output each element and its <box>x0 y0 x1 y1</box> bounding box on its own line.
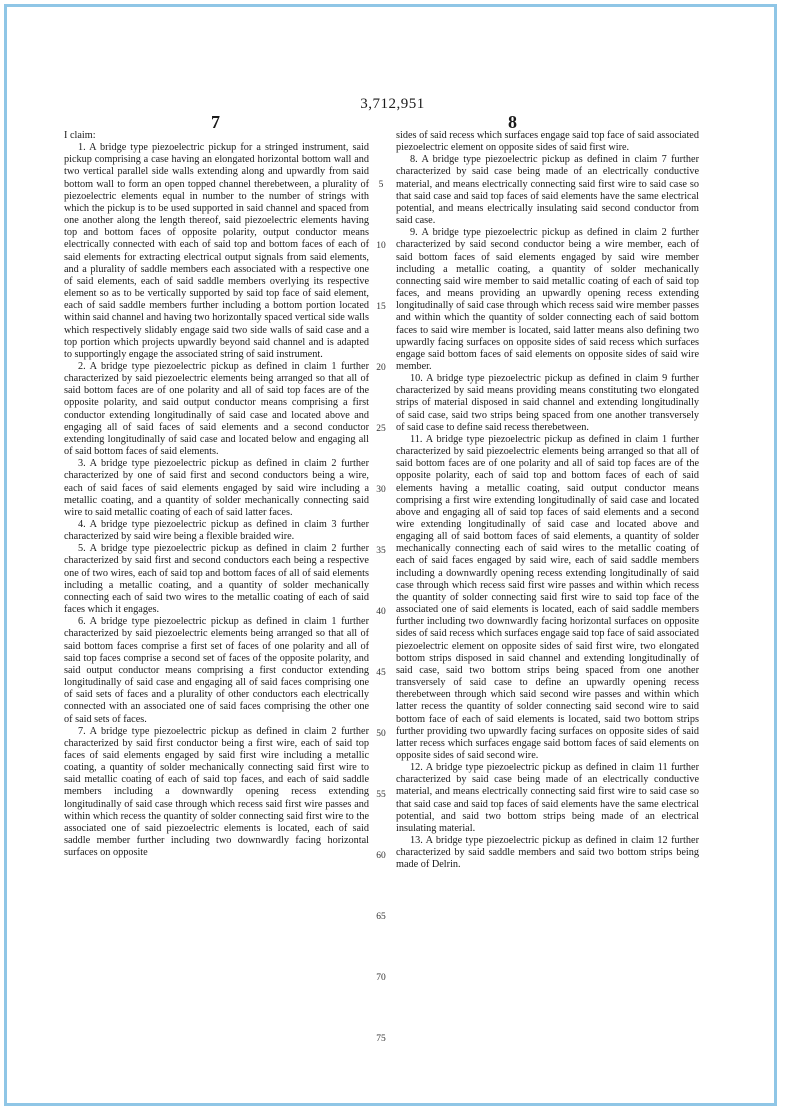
claim-7-continuation: sides of said recess which surfaces engage said top face of said associated piezoelectric element on opposite sides of said first wire. <box>396 130 699 154</box>
left-column <box>64 130 369 859</box>
line-number: 55 <box>376 790 386 800</box>
line-number: 65 <box>376 912 386 922</box>
line-number: 35 <box>376 546 386 556</box>
line-number: 20 <box>376 363 386 373</box>
line-number: 25 <box>376 424 386 434</box>
line-number: 10 <box>376 241 386 251</box>
claim-10: 10. A bridge type piezoelectric pickup as defined in claim 9 further characterized by said means providing means constituting two elongated strips of material disposed in said channel and extending longitudinally of said case, said two strips being spaced from one another transversely of said case to define said recess therebetween. <box>396 373 699 433</box>
line-number: 60 <box>376 851 386 861</box>
claim-13: 13. A bridge type piezoelectric pickup as defined in claim 12 further characterized by said saddle members and said two bottom strips being made of Delrin. <box>396 835 699 871</box>
claim-2: 2. A bridge type piezoelectric pickup as defined in claim 1 further characterized by said piezoelectric elements being arranged so that all of said bottom faces are of one polarity and all of said top faces are of the opposite polarity, and said output conductor means comprising a first conductor extending longitudinally of said case and located above and engaging all of said faces of said elements and a second conductor extending longitudinally of said case and located below and engaging all of said bottom faces of said elements. <box>64 360 369 458</box>
claim-5: 5. A bridge type piezoelectric pickup as defined in claim 2 further characterized by said first and second conductors each being a respective one of two wires, each of said top and bottom faces of all of said elements including a metallic coating, and a quantity of solder mechanically connecting each of said two wires to the metallic coating of each of said faces which it engages. <box>64 543 369 616</box>
line-number: 70 <box>376 973 386 983</box>
line-number: 40 <box>376 607 386 617</box>
line-number: 5 <box>378 180 384 190</box>
line-number: 30 <box>376 485 386 495</box>
claim-4: 4. A bridge type piezoelectric pickup as defined in claim 3 further characterized by said wire being a flexible braided wire. <box>64 519 369 543</box>
column-number-left: 7 <box>211 112 220 132</box>
claim-3: 3. A bridge type piezoelectric pickup as defined in claim 2 further characterized by one of said first and second conductors being a wire, each of said faces of said elements engaged by said wire including a metallic coating, and a quantity of solder mechanically connecting said wire to said metallic coating of each of said latter faces. <box>64 458 369 518</box>
column-number-right: 8 <box>508 112 517 132</box>
patent-number: 3,712,951 <box>360 96 425 112</box>
line-number: 15 <box>376 302 386 312</box>
claim-11: 11. A bridge type piezoelectric pickup as defined in claim 1 further characterized by said piezoelectric elements being arranged so that all of said bottom faces are of one polarity and all of said top faces are of the opposite polarity, each of said top and bottom faces of each of said elements having a metallic coating, said output conductor means comprising a first wire extending longitudinally of said case and located above and engaging all of said top faces of said elements and a second wire extending longitudinally of said case and located above and engaging all of said bottom faces of said elements, a quantity of solder mechanically connecting each of said wires to the metallic coating of each of said faces engaged by said wire, each of said saddle members including a downwardly opening recess extending longitudinally of said case through which recess said first wire passes and within which recess the quantity of solder connecting said first wire to said top face of the associated one of said elements is located, each of said saddle members further including two downwardly facing horizontal surfaces on opposite sides of said recess which surfaces engage said top face of said associated piezoelectric element on opposite sides of said first wire, two elongated bottom strips disposed in said channel and extending longitudinally of said case, said two bottom strips being spaced from one another transversely of said case to define an upwardly opening recess therebetween through which said second wire passes and within which latter recess the quantity of solder connecting said second wire to said bottom face of each of said elements is located, said two bottom strips further providing two upwardly facing surfaces on opposite sides of said latter recess which surfaces engage said bottom faces of said elements on opposite sides of said second wire. <box>396 433 699 761</box>
line-number: 45 <box>376 668 386 678</box>
claim-8: 8. A bridge type piezoelectric pickup as defined in claim 7 further characterized by said case being made of an electrically conductive material, and means electrically connecting said first wire to said case so that said case and said top faces of said elements have the same electrical potential, and means electrically insulating said second conductor from said case. <box>396 154 699 227</box>
claim-6: 6. A bridge type piezoelectric pickup as defined in claim 1 further characterized by said piezoelectric elements being arranged so that all of said bottom faces comprise a first set of faces of one polarity and all of said top faces comprise a second set of faces of the opposite polarity, and said output conductor means comprising a first conductor extending longitudinally of said case and engaging all of said faces comprising one of said sets of faces and a plurality of other conductors each electrically connected with an associated one of said faces comprising the other one of said sets of faces. <box>64 616 369 725</box>
right-column <box>396 130 699 872</box>
claim-7: 7. A bridge type piezoelectric pickup as defined in claim 2 further characterized by said first conductor being a first wire, each of said top faces of said elements engaged by said first wire including a metallic coating, a quantity of solder mechanically connecting said first wire to said metallic coating of each of said top faces, and each of said saddle members including a downwardly opening recess extending longitudinally of said case through which recess said first wire passes and within which recess the quantity of solder connecting said first wire to the associated one of said piezoelectric elements is located, each of said saddle member further including two downwardly facing horizontal surfaces on opposite <box>64 725 369 859</box>
claim-12: 12. A bridge type piezoelectric pickup as defined in claim 11 further characterized by said case being made of an electrically conductive material, and means electrically connecting said first wire to said case so that said case and said top faces of said elements have the same electrical potential, and said two bottom strips being made of an electrical insulating material. <box>396 762 699 834</box>
line-number: 75 <box>376 1034 386 1044</box>
line-number: 50 <box>376 729 386 739</box>
claim-9: 9. A bridge type piezoelectric pickup as defined in claim 2 further characterized by said second conductor being a wire member, each of said bottom faces of said elements engaged by said wire member including a metallic coating, a quantity of solder mechanically connecting said wire member to said metallic coating of each of said top faces, and means providing an upwardly opening recess extending longitudinally of said case through which recess said wire member passes and within which the quantity of solder connecting each of said bottom faces to said wire member is located, said latter means also defining two upwardly facing surfaces on opposite sides of said recess which surfaces engage said bottom faces of said elements on opposite sides of said wire member. <box>396 227 699 372</box>
claim-1: 1. A bridge type piezoelectric pickup for a stringed instrument, said pickup comprising a case having an elongated horizontal bottom wall and two vertical parallel side walls extending along and upwardly from said bottom wall to form an open topped channel therebetween, a plurality of piezoelectric elements equal in number to the number of strings with which the pickup is to be used supported in said channel and spaced from one another along the length thereof, said piezoelectric elements having top and bottom faces of opposite polarity, output conductor means electrically connected with each of said top and bottom faces of each of said elements for extracting electrical output signals from said elements, and a plurality of saddle members each associated with a respective one of said elements, each of said saddle members overlying its respective element so as to be vertically supported by said top face of said element, each of said saddle members further including a bottom portion located within said channel and having two horizontally spaced vertical side walls which respectively slidably engage said two side walls of said case and a top portion which projects upwardly beyond said channel and is adapted to supportingly engage the associated string of said instrument. <box>64 142 369 360</box>
claims-intro: I claim: <box>64 130 96 141</box>
